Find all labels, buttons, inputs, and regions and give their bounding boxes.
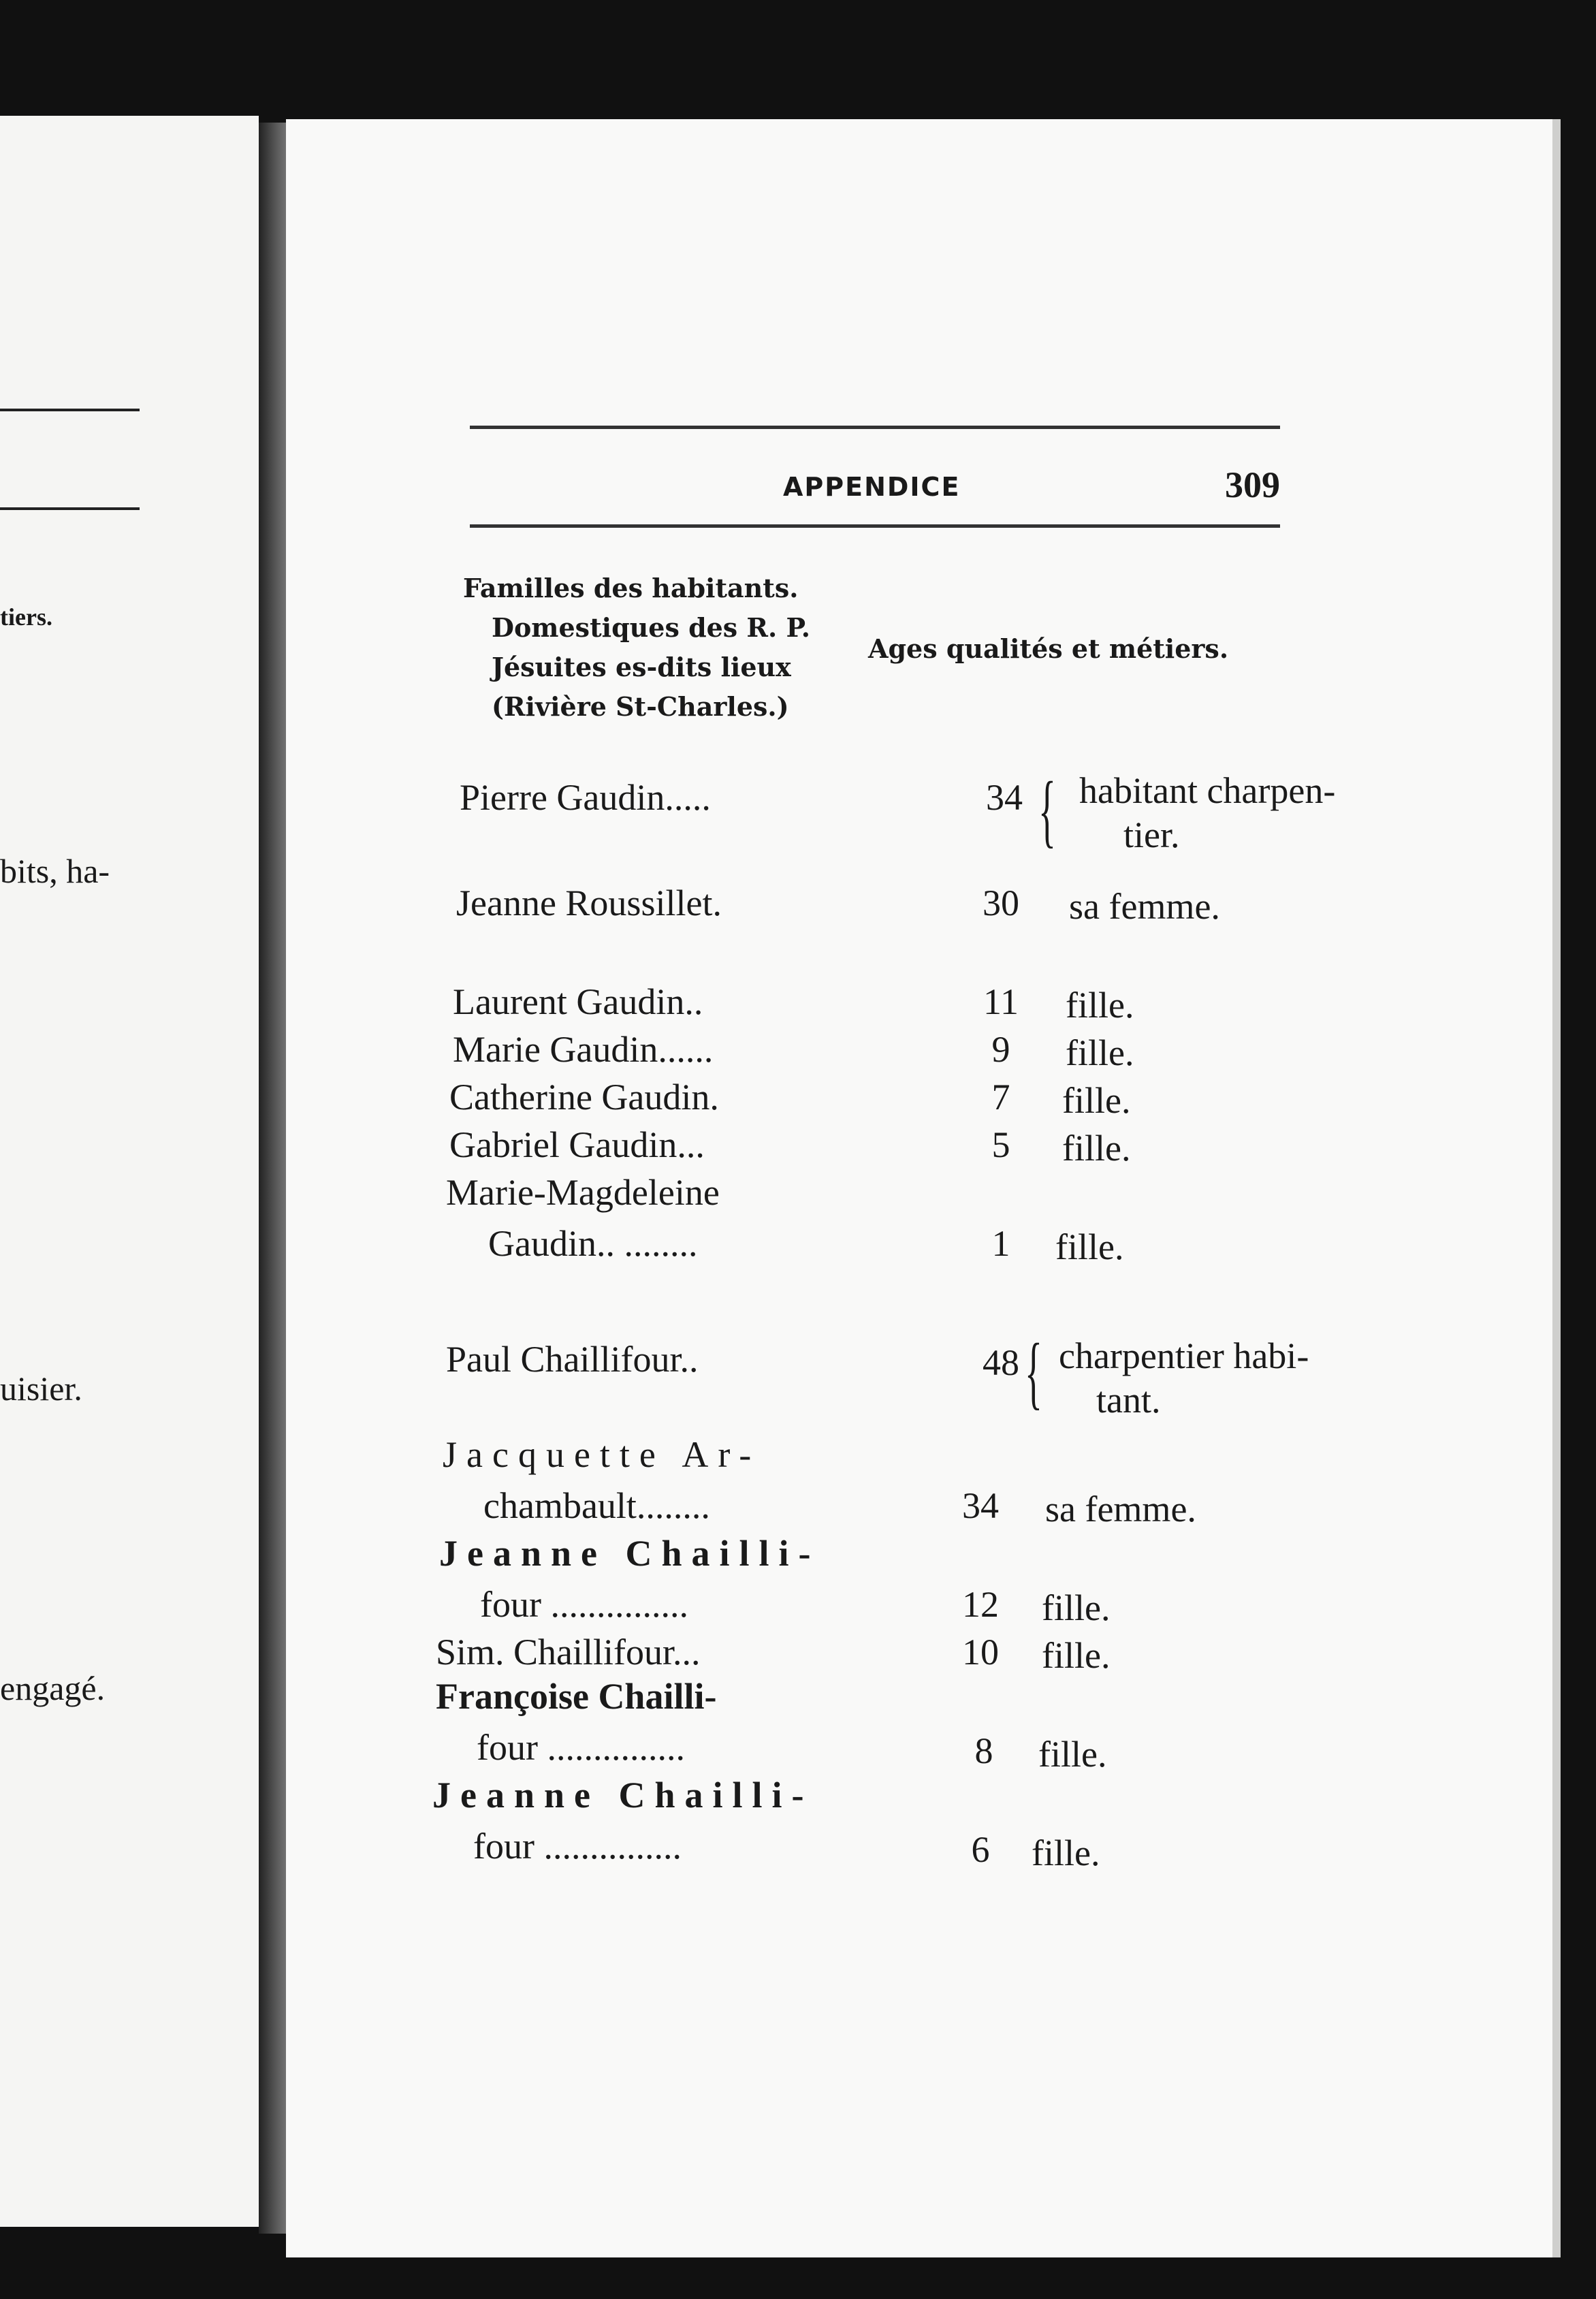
divider — [0, 507, 140, 510]
person-age: 34 — [986, 777, 1023, 818]
previous-page-text: tiers. — [0, 603, 52, 631]
top-rule — [470, 426, 1280, 429]
person-name: Jeanne Chailli- — [439, 1533, 820, 1574]
previous-page-text: bits, ha- — [0, 852, 110, 890]
person-name: Jacquette Ar- — [443, 1434, 761, 1475]
person-age: 6 — [971, 1829, 990, 1870]
person-age: 1 — [991, 1223, 1010, 1264]
person-age: 5 — [991, 1124, 1010, 1165]
person-name: Marie-Magdeleine — [446, 1172, 720, 1213]
person-name: Sim. Chaillifour... — [436, 1632, 701, 1672]
person-age: 9 — [991, 1029, 1010, 1070]
heading-line: Jésuites es-dits lieux — [492, 652, 791, 682]
person-name-cont: four ............... — [477, 1727, 685, 1768]
person-occupation: fille. — [1066, 1032, 1134, 1073]
heading-line: (Rivière St-Charles.) — [492, 691, 789, 722]
column-heading-families — [463, 569, 810, 727]
person-occupation: charpentier habi- — [1059, 1335, 1309, 1376]
person-name: Jeanne Roussillet. — [456, 883, 722, 923]
book-page — [286, 119, 1561, 2257]
brace: { — [1038, 765, 1056, 855]
person-name: Françoise Chailli- — [436, 1676, 717, 1717]
heading-line: Domestiques des R. P. — [492, 612, 810, 643]
person-age: 30 — [983, 883, 1019, 923]
person-occupation-cont: tier. — [1123, 814, 1180, 855]
person-occupation: fille. — [1062, 1128, 1131, 1169]
brace: { — [1025, 1327, 1042, 1417]
person-name: Paul Chaillifour.. — [446, 1339, 699, 1380]
person-age: 8 — [974, 1730, 993, 1771]
person-name-cont: four ............... — [473, 1826, 682, 1867]
page-number: 309 — [1225, 464, 1280, 505]
person-occupation-cont: tant. — [1096, 1380, 1161, 1421]
header-rule — [470, 524, 1280, 528]
previous-page-text: uisier. — [0, 1369, 82, 1408]
previous-page — [0, 116, 259, 2227]
person-occupation: fille. — [1038, 1734, 1107, 1775]
person-name: Laurent Gaudin.. — [453, 981, 703, 1022]
person-name-cont: chambault........ — [483, 1485, 710, 1526]
person-occupation: fille. — [1055, 1226, 1124, 1267]
person-name: Marie Gaudin...... — [453, 1029, 714, 1070]
person-occupation: sa femme. — [1069, 886, 1220, 927]
person-name: Jeanne Chailli- — [432, 1775, 814, 1816]
person-age: 10 — [962, 1632, 999, 1672]
person-age: 34 — [962, 1485, 999, 1526]
person-age: 48 — [983, 1342, 1019, 1383]
previous-page-text: engagé. — [0, 1669, 106, 1707]
person-occupation: fille. — [1032, 1833, 1100, 1873]
person-occupation: fille. — [1042, 1635, 1111, 1676]
person-age: 11 — [983, 981, 1019, 1022]
person-age: 7 — [991, 1077, 1010, 1117]
person-name-cont: four ............... — [480, 1584, 688, 1625]
divider — [0, 409, 140, 411]
person-name-cont: Gaudin.. ........ — [488, 1223, 698, 1264]
person-occupation: sa femme. — [1045, 1489, 1196, 1529]
column-heading-ages: Ages qualités et métiers. — [868, 633, 1229, 664]
person-occupation: fille. — [1062, 1080, 1131, 1121]
person-name: Gabriel Gaudin... — [449, 1124, 705, 1165]
person-age: 12 — [962, 1584, 999, 1625]
person-name: Catherine Gaudin. — [449, 1077, 719, 1117]
person-occupation: habitant charpen- — [1079, 770, 1336, 811]
person-occupation: fille. — [1042, 1587, 1111, 1628]
running-head: APPENDICE — [783, 472, 961, 502]
heading-line: Familles des habitants. — [463, 573, 799, 603]
person-name: Pierre Gaudin..... — [460, 777, 711, 818]
person-occupation: fille. — [1066, 985, 1134, 1026]
